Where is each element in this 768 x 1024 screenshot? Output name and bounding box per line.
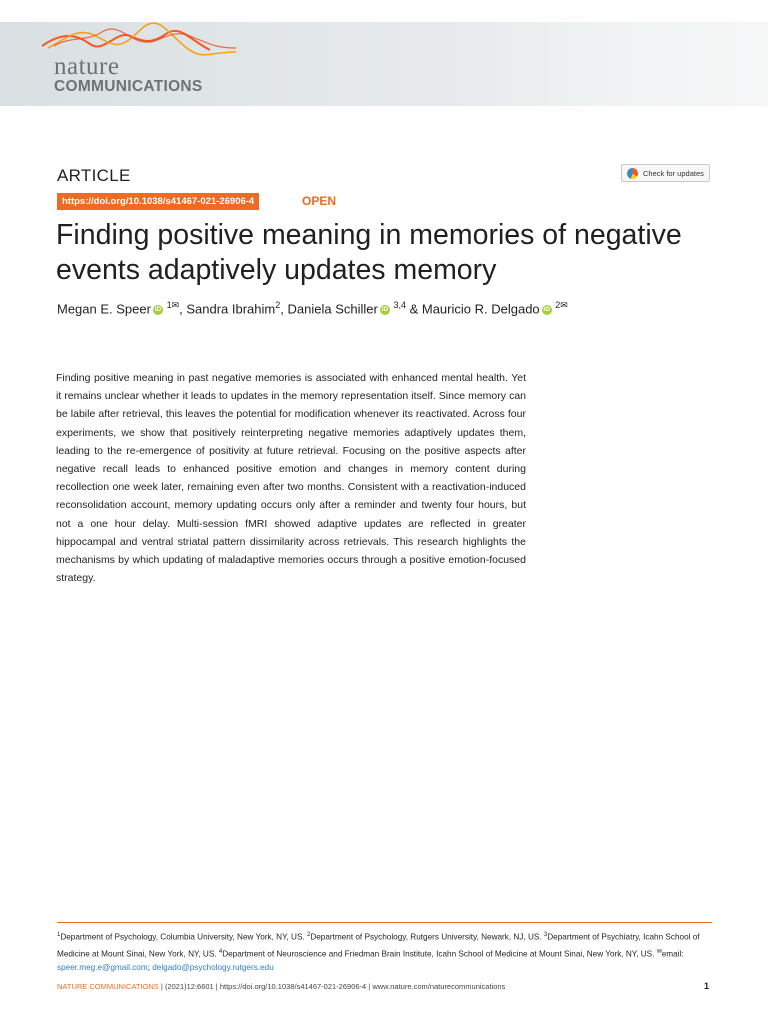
doi-link[interactable]: https://doi.org/10.1038/s41467-021-26906-4	[57, 193, 259, 210]
article-type-label: ARTICLE	[57, 166, 131, 185]
logo-communications-text: COMMUNICATIONS	[54, 78, 203, 95]
footer-citation: | (2021)12:6601 | https://doi.org/10.1038/s41467-021-26906-4 | www.nature.com/naturecommunications	[160, 982, 506, 991]
author-affiliation-sup: 3,4	[393, 300, 406, 310]
author-name[interactable]: Daniela Schiller	[287, 301, 378, 317]
email-icon: ✉	[656, 948, 662, 955]
page-footer	[57, 982, 712, 991]
author-name[interactable]: Mauricio R. Delgado	[421, 301, 540, 317]
logo-nature-text: nature	[54, 53, 120, 80]
orcid-icon[interactable]: iD	[154, 305, 162, 313]
open-access-label: OPEN	[302, 194, 337, 208]
crossmark-icon	[627, 168, 638, 179]
email-link[interactable]: speer.meg.e@gmail.com	[57, 963, 148, 973]
author-affiliation-sup: 2	[275, 300, 281, 310]
page-number: 1	[704, 981, 710, 991]
affiliations-footnote: $^1$Department of Psychology, Columbia University, New York, NY, US. $^2$Department of Psychology, Rutgers University, Newark, NJ, US. $^3$Department of Psychiatry, Icahn School of Medicine at Mount Sinai, New York, NY, US. $^4$Department of Neuroscience and Friedman Brain Institute, Icahn School of Medicine at Mount Sinai, New York, NY, US. ✉email: speer.meg.e@gmail.com; delgado@psychology.rutgers.edu	[57, 932, 700, 973]
orcid-icon[interactable]: iD	[381, 305, 389, 313]
journal-banner	[0, 22, 768, 106]
email-link[interactable]: delgado@psychology.rutgers.edu	[152, 963, 274, 973]
author-name[interactable]: Sandra Ibrahim	[186, 301, 276, 317]
article-title: Finding positive meaning in memories of negative events adaptively updates memory	[56, 219, 682, 286]
check-for-updates-button[interactable]	[621, 164, 710, 182]
footnote-divider	[57, 922, 712, 923]
author-name[interactable]: Megan E. Speer	[57, 301, 151, 317]
abstract-paragraph: Finding positive meaning in past negative memories is associated with enhanced mental health. Yet it remains unclear whether it leads to updates in the memory representation itself. Since memory can be labile after retrieval, this leaves the potential for modification whenever its reactivated. Across four experiments, we show that positively reinterpreting negative memories adaptively updates them, leading to the re-emergence of positivity at future retrieval. Focusing on the positive aspects after negative recall leads to enhanced positive emotion and changes in memory content during recollection one week later, remaining even after two months. Consistent with a reactivation-induced reconsolidation account, memory updating occurs only after a reminder and twenty four hours, but not a one hour delay. Multi-session fMRI showed adaptive updates are reflected in greater hippocampal and ventral striatal pattern dissimilarity across retrievals. This research highlights the mechanisms by which updating of maladaptive memories occurs through a positive emotion-focused strategy.	[56, 372, 526, 585]
author-affiliation-sup: 1✉	[166, 300, 180, 310]
footer-journal-name: NATURE COMMUNICATIONS	[57, 982, 159, 991]
check-for-updates-label: Check for updates	[643, 168, 704, 178]
author-list: Megan E. Speer iD $^{1✉}$, Sandra Ibrahim$^2$, Daniela Schiller iD $^{3,4}$ & Mauricio R. Delgado iD $^{2✉}$	[57, 300, 568, 317]
author-affiliation-sup: 2✉	[555, 300, 568, 310]
orcid-icon[interactable]: iD	[543, 305, 550, 313]
